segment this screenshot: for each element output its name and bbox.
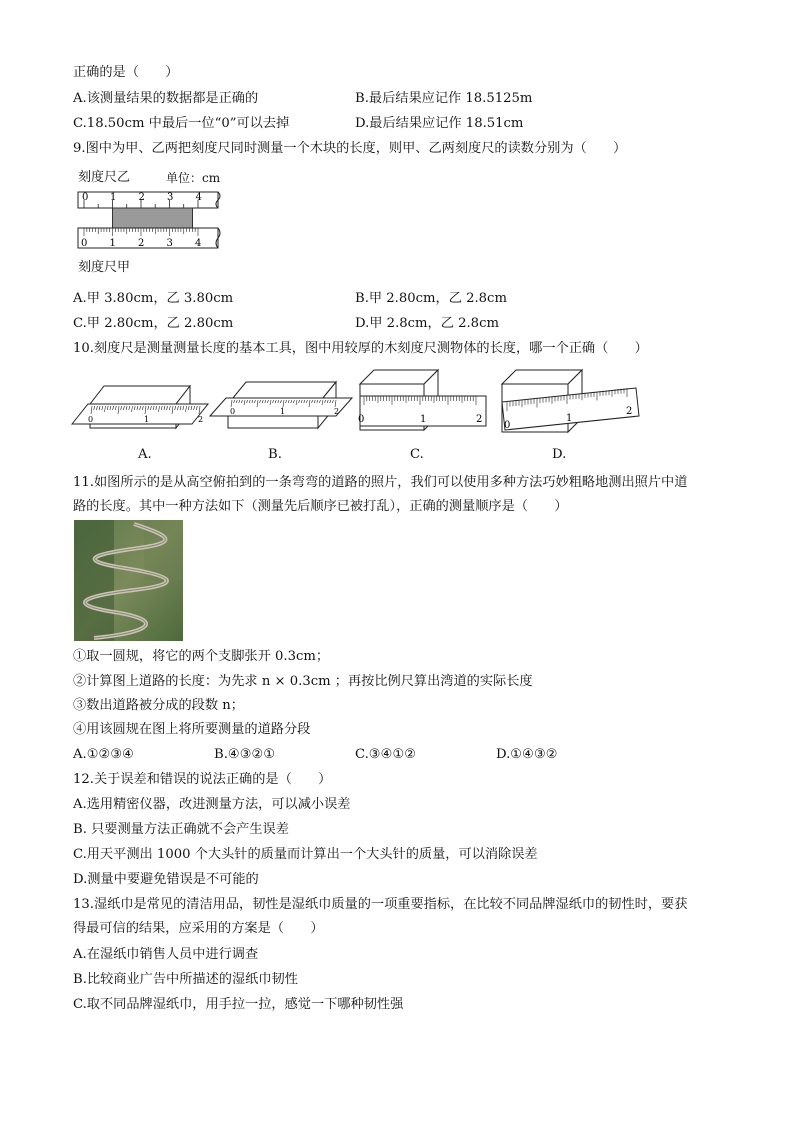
q12-option-c: C.用天平测出 1000 个大头针的质量而计算出一个大头针的质量，可以消除误差 xyxy=(73,847,538,862)
q8-option-a: A.该测量结果的数据都是正确的 xyxy=(73,91,259,106)
q8-option-c: C.18.50cm 中最后一位“0”可以去掉 xyxy=(73,116,290,131)
q12-stem: 12.关于误差和错误的说法正确的是（ ） xyxy=(73,772,332,787)
fig-label-a: A. xyxy=(138,447,152,462)
q11-option-a: A.①②③④ xyxy=(73,747,135,762)
q8-stem-tail: 正确的是（ ） xyxy=(73,65,179,80)
ruler-yi-tick-2: 2 xyxy=(138,192,145,203)
ruler-jia-label: 刻度尺甲 xyxy=(78,260,131,275)
fig-label-c: C. xyxy=(410,447,424,462)
ruler-yi xyxy=(78,192,220,208)
fig-d-tick-1: 1 xyxy=(566,413,573,424)
q10-figure xyxy=(70,366,660,436)
q12-option-b: B. 只要测量方法正确就不会产生误差 xyxy=(73,822,289,837)
q13-option-b: B.比较商业广告中所描述的湿纸巾韧性 xyxy=(73,972,298,987)
fig-c-tick-0: 0 xyxy=(358,414,365,425)
fig-b-tick-0: 0 xyxy=(230,407,236,416)
winding-road-photo xyxy=(74,520,183,641)
q13-option-c: C.取不同品牌湿纸巾，用手拉一拉，感觉一下哪种韧性强 xyxy=(73,997,404,1012)
ruler-jia-tick-3: 3 xyxy=(166,238,173,249)
ruler-jia-tick-0: 0 xyxy=(81,238,88,249)
q9-ruler-figure xyxy=(74,168,234,276)
ruler-jia xyxy=(78,228,220,249)
figure-c xyxy=(358,370,486,430)
q11-step-2: ②计算图上道路的长度：为先求 n × 0.3cm ；再按比例尺算出湾道的实际长度 xyxy=(73,674,533,689)
wood-block xyxy=(113,208,193,228)
q11-step-3: ③数出道路被分成的段数 n； xyxy=(73,698,244,713)
q9-option-d: D.甲 2.8cm，乙 2.8cm xyxy=(355,316,499,331)
q11-stem-line1: 11.如图所示的是从高空俯拍到的一条弯弯的道路的照片，我们可以使用多种方法巧妙粗略地测出照片中道 xyxy=(73,475,688,490)
fig-d-tick-2: 2 xyxy=(626,406,633,417)
ruler-yi-tick-1: 1 xyxy=(110,192,117,203)
q12-option-a: A.选用精密仪器，改进测量方法，可以减小误差 xyxy=(73,797,351,812)
unit-label: 单位：cm xyxy=(166,171,221,185)
q10-stem: 10.刻度尺是测量测量长度的基本工具，图中用较厚的木刻度尺测物体的长度，哪一个正确（ ） xyxy=(73,341,648,356)
q11-stem-line2: 路的长度。其中一种方法如下（测量先后顺序已被打乱），正确的测量顺序是（ ） xyxy=(73,499,568,514)
q9-option-c: C.甲 2.80cm，乙 2.80cm xyxy=(73,316,234,331)
q13-stem-line1: 13.湿纸巾是常见的清洁用品，韧性是湿纸巾质量的一项重要指标，在比较不同品牌湿纸巾的韧性时，要获 xyxy=(73,897,688,912)
fig-c-tick-2: 2 xyxy=(476,414,483,425)
figure-b xyxy=(210,382,352,428)
fig-b-tick-2: 2 xyxy=(334,407,340,416)
q11-option-d: D.①④③② xyxy=(496,747,558,762)
figure-a xyxy=(72,386,208,428)
q12-option-d: D.测量中要避免错误是不可能的 xyxy=(73,872,259,887)
q8-option-d: D.最后结果应记作 18.51cm xyxy=(355,116,524,131)
ruler-yi-tick-0: 0 xyxy=(82,192,89,203)
road-photo-svg xyxy=(74,520,183,641)
fig-a-tick-0: 0 xyxy=(88,415,94,424)
q9-option-a: A.甲 3.80cm，乙 3.80cm xyxy=(73,291,234,306)
fig-a-tick-2: 2 xyxy=(198,415,204,424)
q11-option-c: C.③④①② xyxy=(355,747,417,762)
ruler-yi-label: 刻度尺乙 xyxy=(78,170,131,185)
ruler-jia-tick-4: 4 xyxy=(195,238,202,249)
q11-step-1: ①取一圆规，将它的两个支脚张开 0.3cm； xyxy=(73,649,330,664)
fig-d-tick-0: 0 xyxy=(504,420,511,431)
fig-label-d: D. xyxy=(552,447,567,462)
ruler-yi-tick-3: 3 xyxy=(167,192,174,203)
ruler-jia-tick-1: 1 xyxy=(109,238,116,249)
fig-a-tick-1: 1 xyxy=(144,415,150,424)
q8-option-b: B.最后结果应记作 18.5125m xyxy=(355,91,533,106)
fig-c-tick-1: 1 xyxy=(420,414,427,425)
fig-b-tick-1: 1 xyxy=(280,407,286,416)
q9-option-b: B.甲 2.80cm，乙 2.8cm xyxy=(355,291,507,306)
q13-option-a: A.在湿纸巾销售人员中进行调查 xyxy=(73,947,259,962)
rulers-svg xyxy=(74,186,234,266)
ruler-yi-tick-4: 4 xyxy=(195,192,202,203)
fig-label-b: B. xyxy=(268,447,282,462)
q13-stem-line2: 得最可信的结果，应采用的方案是（ ） xyxy=(73,921,324,936)
q11-step-4: ④用该圆规在图上将所要测量的道路分段 xyxy=(73,722,311,737)
figure-d xyxy=(502,370,639,432)
q9-stem: 9.图中为甲、乙两把刻度尺同时测量一个木块的长度，则甲、乙两刻度尺的读数分别为（ ） xyxy=(73,141,627,156)
q11-option-b: B.④③②① xyxy=(214,747,276,762)
ruler-jia-tick-2: 2 xyxy=(138,238,145,249)
